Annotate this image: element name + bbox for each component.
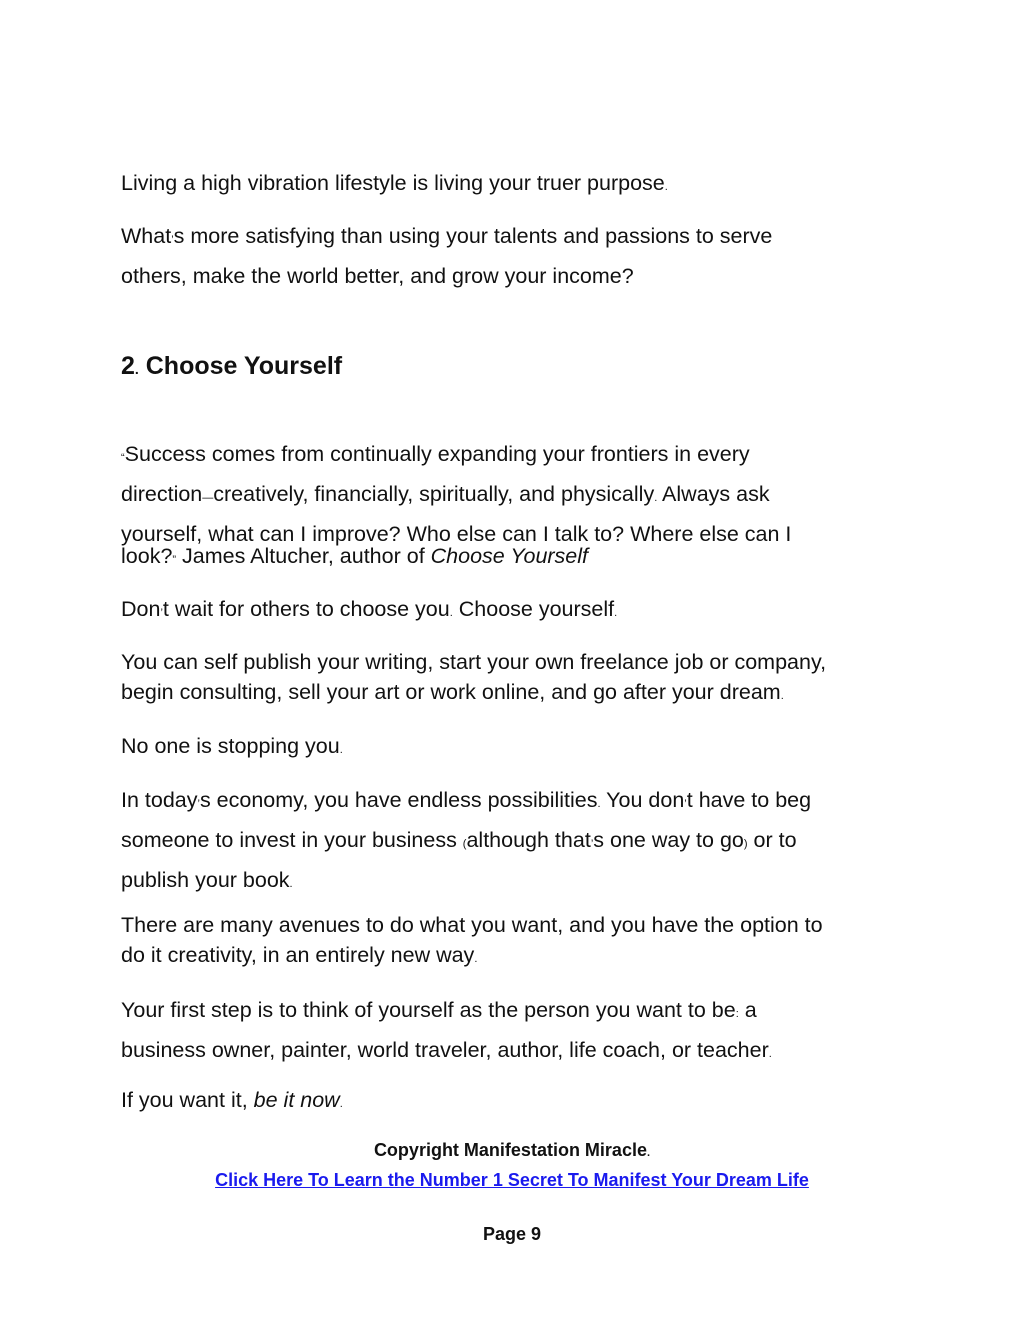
paragraph-no-one <box>121 731 911 765</box>
para4-text-i: publish your book <box>121 868 290 892</box>
question-paragraph <box>121 218 911 294</box>
para4-text-h: or to <box>747 828 797 852</box>
quote-attribution: James Altucher, author of <box>176 544 431 568</box>
para6-colon: : <box>735 1008 739 1020</box>
paragraph-be-it-now <box>121 1085 911 1119</box>
quote-dot: . <box>654 492 658 504</box>
page-number: Page 9 <box>482 1224 542 1244</box>
para4-text-a: In today <box>121 788 198 812</box>
para4-dot-2: . <box>289 878 293 890</box>
footer-link-container <box>0 1168 1024 1192</box>
para6-dot: . <box>768 1048 772 1060</box>
para6-text-a: Your first step is to think of yourself as the person you want to be <box>121 998 736 1022</box>
para5-text-b: do it creativity, in an entirely new way <box>121 943 475 967</box>
para6-text-b: a <box>738 998 757 1022</box>
para4-apostrophe-2: ’ <box>684 798 687 810</box>
para7-text-a: If you want it, <box>121 1088 254 1112</box>
quote-paragraph <box>121 436 911 552</box>
para4-apostrophe-3: ’ <box>590 838 594 850</box>
question-text-c: others, make the world better, and grow your income? <box>121 264 634 288</box>
quote-open-mark: “ <box>121 452 125 464</box>
quote-book-title: Choose Yourself <box>430 544 589 568</box>
para4-paren-close: ) <box>743 838 748 850</box>
heading-number: 2 <box>121 352 135 380</box>
quote-attribution-line <box>121 541 911 575</box>
para4-apostrophe-1: ’ <box>197 798 200 810</box>
paragraph-first-step <box>121 992 911 1072</box>
quote-text-a: Success comes from continually expanding your frontiers in every <box>124 442 750 466</box>
para4-text-c: You don <box>600 788 685 812</box>
para6-text-c: business owner, painter, world traveler, author, life coach, or teacher <box>121 1038 769 1062</box>
quote-dash: — <box>202 492 214 504</box>
para5-dot: . <box>474 953 478 965</box>
intro-dot: . <box>664 181 668 193</box>
heading-text: Choose Yourself <box>145 352 343 380</box>
para1-dot1: . <box>449 607 453 619</box>
para4-text-e: someone to invest in your business <box>121 828 463 852</box>
para3-text-a: No one is stopping you <box>121 734 340 758</box>
paragraph-choose <box>121 594 911 628</box>
paragraph-economy <box>121 782 911 902</box>
para1-text-c: Choose yourself <box>452 597 615 621</box>
copyright-text: Copyright Manifestation Miracle <box>373 1140 647 1160</box>
para2-text-a: You can self publish your writing, start your own freelance job or company, <box>121 650 827 674</box>
para1-text-a: Don <box>121 597 161 621</box>
heading-dot: . <box>134 361 139 377</box>
quote-text-c: creatively, financially, spiritually, and physically <box>213 482 655 506</box>
question-apostrophe: ’ <box>171 234 174 246</box>
intro-text: Living a high vibration lifestyle is living your truer purpose <box>121 171 665 195</box>
para3-dot: . <box>339 744 343 756</box>
para7-emphasis: be it now <box>253 1088 340 1112</box>
para1-apostrophe: ’ <box>160 607 163 619</box>
para4-dot-1: . <box>597 798 601 810</box>
quote-close-mark: ” <box>172 554 177 566</box>
para4-text-d: t have to beg <box>686 788 812 812</box>
quote-text-b: direction <box>121 482 203 506</box>
copyright-dot: . <box>646 1147 651 1159</box>
quote-text-d: Always ask <box>657 482 770 506</box>
intro-paragraph <box>121 168 911 202</box>
para2-text-b: begin consulting, sell your art or work online, and go after your dream <box>121 680 781 704</box>
para1-dot2: . <box>614 607 618 619</box>
para1-text-b: t wait for others to choose you <box>162 597 450 621</box>
quote-text-f: look? <box>121 544 173 568</box>
question-text-b: s more satisfying than using your talents and passions to serve <box>173 224 773 248</box>
question-text-a: What <box>121 224 172 248</box>
para5-text-a: There are many avenues to do what you want, and you have the option to <box>121 913 823 937</box>
secret-link[interactable]: Click Here To Learn the Number 1 Secret To Manifest Your Dream Life <box>215 1170 809 1190</box>
paragraph-self-publish <box>121 647 911 711</box>
section-heading <box>121 349 342 386</box>
footer-copyright <box>0 1138 1024 1165</box>
para4-paren-open: ( <box>462 838 467 850</box>
para4-text-f: although that <box>466 828 591 852</box>
quote-text-e: yourself, what can I improve? Who else can I talk to? Where else can I <box>121 522 792 546</box>
paragraph-avenues <box>121 910 911 974</box>
para4-text-g: s one way to go <box>593 828 744 852</box>
para4-text-b: s economy, you have endless possibilities <box>199 788 598 812</box>
para2-dot: . <box>780 690 784 702</box>
para7-dot: . <box>339 1098 343 1110</box>
